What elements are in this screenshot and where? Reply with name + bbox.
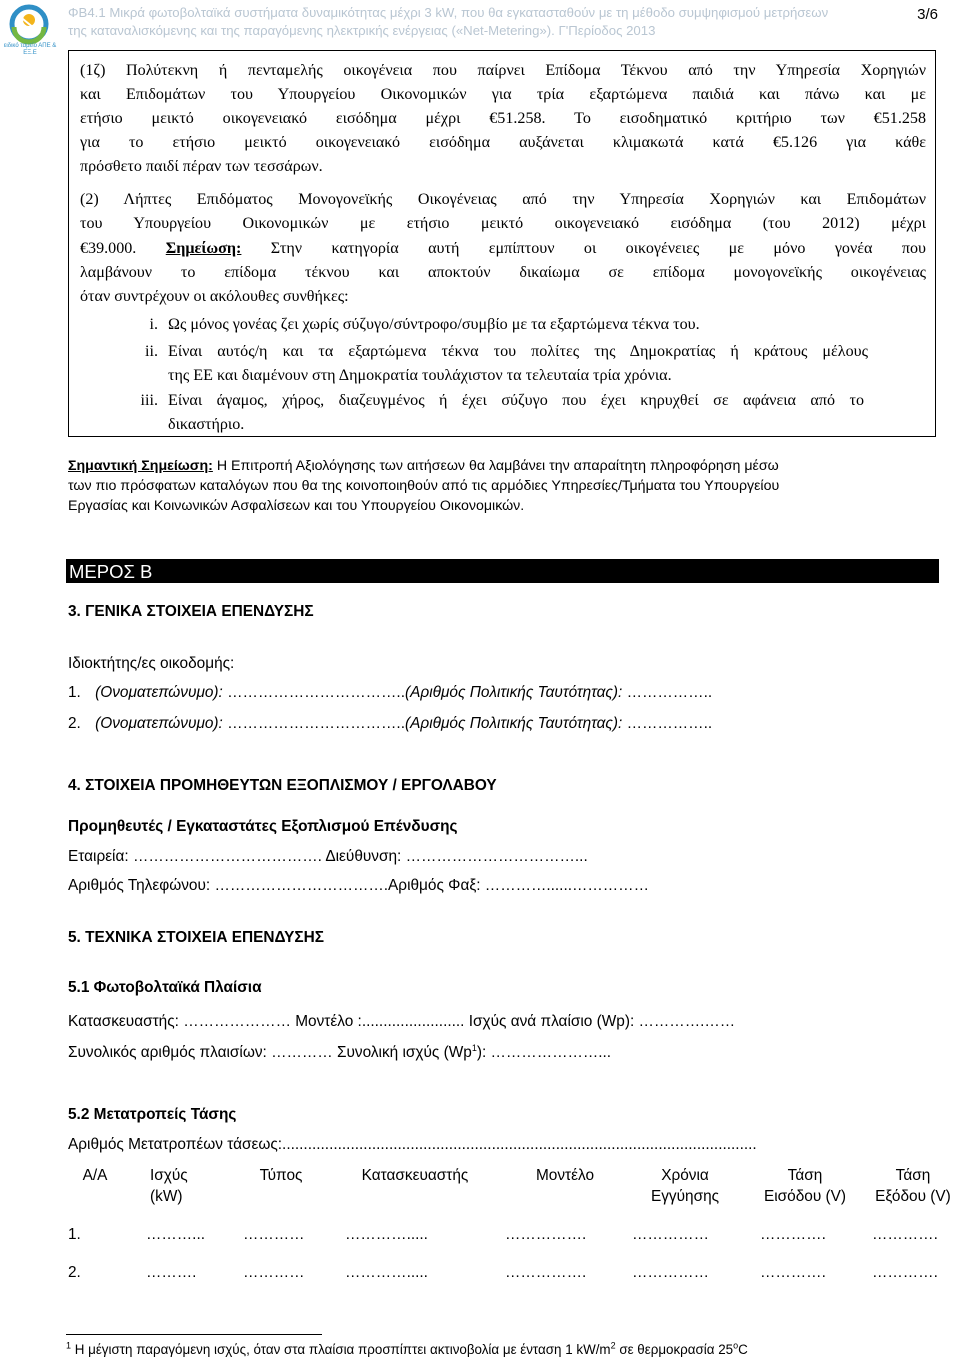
model-label: Μοντέλο : — [295, 1013, 362, 1030]
owner-name-field[interactable]: …………………………….. — [227, 684, 405, 701]
column-header — [350, 1165, 480, 1186]
manufacturer-field[interactable]: ………………… — [183, 1013, 291, 1030]
owner-id-field[interactable]: …………….. — [626, 715, 713, 732]
para2-line5: όταν συντρέχουν οι ακόλουθες συνθήκες: — [80, 288, 349, 305]
logo-label: ειδικό ταμείο ΑΠΕ & ΕΞ.Ε — [3, 43, 57, 56]
panel-count-label: Συνολικός αριθμός πλαισίων: — [68, 1044, 267, 1061]
owner-id-field[interactable]: …………….. — [626, 684, 713, 701]
column-header-line2: Εισόδου (V) — [763, 1188, 847, 1205]
power-field[interactable]: ………….…… — [638, 1013, 736, 1030]
para2-line2: του Υπουργείου Οικονομικών με ετήσιο μεικτό οικογενειακό εισόδημα (του 2012) μέχρι — [80, 215, 926, 232]
inverter-count-row — [68, 1136, 757, 1154]
column-header-line2: (kW) — [150, 1188, 183, 1205]
owner-number: 2. — [68, 715, 81, 732]
table-cell[interactable]: …………. — [872, 1226, 938, 1243]
table-cell[interactable]: …………… — [632, 1226, 709, 1243]
power-label: Ισχύς ανά πλαίσιο (Wp): — [468, 1013, 635, 1030]
logo — [3, 3, 57, 61]
condition-number: i. — [149, 316, 158, 333]
total-power-label: Συνολική ισχύς (Wp — [336, 1044, 472, 1061]
section5-title: 5. ΤΕΧΝΙΚΑ ΣΤΟΙΧΕΙΑ ΕΠΕΝΔΥΣΗΣ — [68, 929, 325, 946]
column-header-line2: Εξόδου (V) — [875, 1188, 951, 1205]
owner-name-label: (Ονοματεπώνυμο): — [95, 684, 223, 701]
row-number: 2. — [68, 1264, 81, 1281]
row-number: 1. — [68, 1226, 81, 1243]
address-label: Διεύθυνση: — [325, 848, 402, 865]
total-power-field[interactable]: …………………... — [490, 1044, 612, 1061]
condition-text: Είναι αυτός/η και τα εξαρτώμενα τέκνα του πολίτες της Δημοκρατίας ή κράτους μέλους — [168, 343, 868, 360]
column-header — [866, 1165, 960, 1207]
owner-id-label: (Αριθμός Πολιτικής Ταυτότητας): — [404, 684, 623, 701]
footnote-sup-degree: ο — [733, 1340, 739, 1351]
logo-text — [2, 43, 58, 57]
column-header-line1: Ισχύς — [150, 1167, 188, 1184]
phone-label: Αριθμός Τηλεφώνου: — [68, 877, 211, 894]
panel-count-field[interactable]: ………… — [271, 1044, 333, 1061]
para2-line4: λαμβάνουν το επίδομα τέκνου και αποκτούν δικαίωμα σε επίδομα μονογονεϊκής οικογένειας — [80, 264, 926, 281]
para1-line2: και Επιδομάτων του Υπουργείου Οικονομικών για τρία εξαρτώμενα παιδιά και πάνω και με — [80, 86, 926, 103]
footnote — [66, 1342, 748, 1357]
table-cell[interactable]: …………. — [760, 1226, 826, 1243]
condition-number: ii. — [145, 343, 158, 360]
fax-label: Αριθμός Φαξ: — [388, 877, 481, 894]
owners-label: Ιδιοκτήτης/ες οικοδομής: — [68, 655, 235, 672]
para1-line5: πρόσθετο παιδί πέραν των τεσσάρων. — [80, 158, 323, 175]
header-title-line2: της καταναλισκόμενης και της παραγόμενης ηλεκτρικής ενέργειας («Net-Metering»). Γ'Περίοδος 2013 — [68, 23, 656, 38]
para2-line3-rest: Στην κατηγορία αυτή εμπίπτουν οι οικογένειες με μόνο γονέα που — [241, 240, 926, 257]
table-cell[interactable]: ………... — [146, 1226, 205, 1243]
phone-field[interactable]: ……………………………. — [214, 877, 389, 894]
phone-row — [68, 877, 649, 895]
table-cell[interactable]: ………… — [243, 1264, 305, 1281]
column-header-line1: Τάση — [895, 1167, 931, 1184]
condition-text: Είναι άγαμος, χήρος, διαζευγμένος ή έχει σύζυγο που έχει κηρυχθεί σε αφάνεια από το — [168, 392, 864, 409]
column-header — [752, 1165, 858, 1207]
owner-row — [68, 684, 712, 702]
footnote-marker: 1 — [66, 1340, 72, 1351]
column-header — [70, 1165, 120, 1186]
table-cell[interactable]: ……………. — [505, 1264, 587, 1281]
column-header-line1: Κατασκευαστής — [361, 1167, 469, 1184]
owner-row — [68, 715, 712, 733]
table-cell[interactable]: …………. — [760, 1264, 826, 1281]
important-note-label: Σημαντική Σημείωση: — [68, 458, 213, 474]
condition-number: iii. — [140, 392, 158, 409]
table-cell[interactable]: …………… — [632, 1264, 709, 1281]
column-header-line1: Μοντέλο — [535, 1167, 595, 1184]
column-header-line1: Χρόνια — [661, 1167, 709, 1184]
para1-line1: (1ζ) Πολύτεκνη ή πενταμελής οικογένεια που παίρνει Επίδομα Τέκνου από την Υπηρεσία Χορηγιών — [80, 62, 926, 79]
para2-amount: €39.000. — [80, 240, 166, 257]
para1-line4: για το ετήσιο μεικτό οικογενειακό εισόδημα αυξάνεται κλιμακωτά κατά €5.126 για κάθε — [80, 134, 926, 151]
table-cell[interactable]: …………..... — [345, 1226, 428, 1243]
condition-text: Ως μόνος γονέας ζει χωρίς σύζυγο/σύντροφο/συμβίο με τα εξαρτώμενα τέκνα του. — [168, 316, 700, 333]
panel-total-row — [68, 1044, 611, 1062]
fax-field[interactable]: …………......…………… — [484, 877, 649, 894]
inverter-count-field[interactable]: ............................................................................................................... — [282, 1136, 757, 1153]
company-label: Εταιρεία: — [68, 848, 129, 865]
condition-text-cont: δικαστήριο. — [168, 416, 245, 433]
important-note-line3: Εργασίας και Κοινωνικών Ασφαλίσεων και του Υπουργείου Οικονομικών. — [68, 498, 525, 514]
table-cell[interactable]: ………. — [146, 1264, 197, 1281]
column-header-line1: Α/Α — [82, 1167, 108, 1184]
table-cell[interactable]: ………… — [243, 1226, 305, 1243]
footnote-text-middle: σε θερμοκρασία 25 — [615, 1342, 734, 1357]
owner-id-label: (Αριθμός Πολιτικής Ταυτότητας): — [404, 715, 623, 732]
footnote-text: Η μέγιστη παραγόμενη ισχύς, όταν στα πλαίσια προσπίπτει ακτινοβολία με ένταση 1 kW/m — [71, 1342, 611, 1357]
important-note-line1 — [68, 456, 779, 476]
column-header — [640, 1165, 730, 1207]
manufacturer-label: Κατασκευαστής: — [68, 1013, 179, 1030]
column-header — [520, 1165, 610, 1186]
total-power-label-close: ): — [476, 1044, 487, 1061]
footnote-ref: 1 — [471, 1042, 477, 1053]
footnote-sup-squared: 2 — [610, 1340, 616, 1351]
part-b-heading: ΜΕΡΟΣ Β — [66, 559, 939, 583]
important-note-line2: των πιο πρόσφατων καταλόγων που θα της κοινοποιηθούν από τις αρμόδιες Υπηρεσίες/Τμήματα του Υπουργείου — [68, 478, 780, 494]
column-header — [150, 1165, 210, 1207]
company-row — [68, 848, 588, 866]
section4-subtitle: Προμηθευτές / Εγκαταστάτες Εξοπλισμού Επένδυσης — [68, 818, 458, 835]
document-header — [68, 4, 908, 40]
column-header-line1: Τάση — [787, 1167, 823, 1184]
section5-1-title: 5.1 Φωτοβολταϊκά Πλαίσια — [68, 979, 262, 996]
section5-2-title: 5.2 Μετατροπείς Τάσης — [68, 1106, 237, 1123]
header-title-line1: ΦΒ4.1 Μικρά φωτοβολταϊκά συστήματα δυναμικότητας μέχρι 3 kW, που θα εγκατασταθούν με τη μέθοδο συμψηφισμού μετρήσεων — [68, 5, 829, 20]
table-cell[interactable]: …………..... — [345, 1264, 428, 1281]
important-note-text: Η Επιτροπή Αξιολόγησης των αιτήσεων θα λαμβάνει την απαραίτητη πληροφόρηση μέσω — [212, 458, 779, 474]
column-header-line1: Τύπος — [259, 1167, 303, 1184]
para1-line3: ετήσιο μεικτό οικογενειακό εισόδημα μέχρι €51.258. Το εισοδηματικό κριτήριο των €51.258 — [80, 110, 926, 127]
company-field[interactable]: ………………………………. — [132, 848, 322, 865]
column-header-line2: Εγγύησης — [650, 1188, 720, 1205]
section3-title: 3. ΓΕΝΙΚΑ ΣΤΟΙΧΕΙΑ ΕΠΕΝΔΥΣΗΣ — [68, 603, 314, 620]
panel-row — [68, 1013, 735, 1031]
inverter-count-label: Αριθμός Μετατροπέων τάσεως: — [68, 1136, 283, 1153]
model-field[interactable]: ........................ — [361, 1013, 465, 1030]
footnote-text-end: C — [738, 1342, 748, 1357]
page-number: 3/6 — [917, 6, 938, 23]
column-header — [250, 1165, 312, 1186]
section4-title: 4. ΣΤΟΙΧΕΙΑ ΠΡΟΜΗΘΕΥΤΩΝ ΕΞΟΠΛΙΣΜΟΥ / ΕΡΓΟΛΑΒΟΥ — [68, 777, 497, 794]
condition-text-cont: της ΕΕ και διαμένουν στη Δημοκρατία τουλάχιστον τα τελευταία τρία χρόνια. — [168, 367, 672, 384]
footnote-divider — [66, 1334, 322, 1335]
para2-line3 — [80, 240, 926, 258]
table-cell[interactable]: ……………. — [505, 1226, 587, 1243]
owner-name-field[interactable]: …………………………….. — [227, 715, 405, 732]
table-cell[interactable]: …………. — [872, 1264, 938, 1281]
para2-note-label: Σημείωση: — [165, 240, 242, 257]
owner-number: 1. — [68, 684, 81, 701]
address-field[interactable]: ……………………………... — [405, 848, 588, 865]
para2-line1: (2) Λήπτες Επιδόματος Μονογονεϊκής Οικογένειας από την Υπηρεσία Χορηγιών και Επιδομάτων — [80, 191, 926, 208]
owner-name-label: (Ονοματεπώνυμο): — [95, 715, 223, 732]
